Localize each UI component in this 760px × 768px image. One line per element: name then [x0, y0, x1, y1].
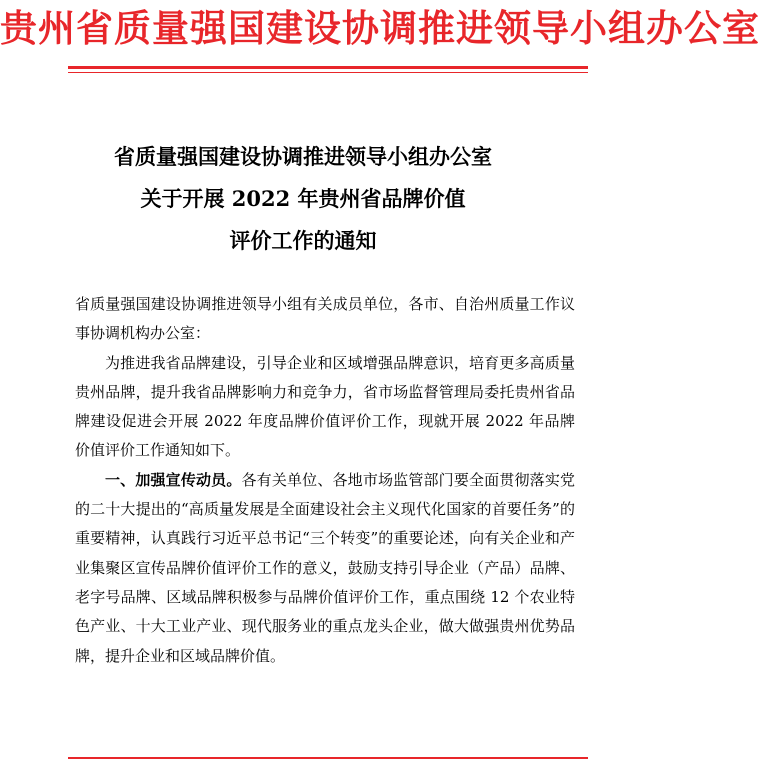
notice-title-line-1: 省质量强国建设协调推进领导小组办公室 [114, 144, 492, 169]
masthead-rule-thin [68, 72, 588, 73]
notice-title-line-3: 评价工作的通知 [229, 228, 377, 253]
section-1-heading: 一、加强宣传动员。 [105, 470, 242, 489]
notice-body [75, 290, 575, 671]
footer-rule [68, 757, 588, 759]
section-1-text: 各有关单位、各地市场监管部门要全面贯彻落实党的二十大提出的“高质量发展是全面建设社会主义现代化国家的首要任务”的重要精神，认真践行习近平总书记“三个转变”的重要论述，向有关企业和产业集聚区宣传品牌价值评价工作的意义，鼓励支持引导企业（产品）品牌、老字号品牌、区域品牌积极参与品牌价值评价工作，重点围绕 12 个农业特色产业、十大工业产业、现代服务业的重点龙头企业，做大做强贵州优势品牌，提升企业和区域品牌价值。 [75, 470, 575, 665]
notice-title-line-2: 关于开展 2022 年贵州省品牌价值 [140, 186, 466, 211]
intro-paragraph: 为推进我省品牌建设，引导企业和区域增强品牌意识，培育更多高质量贵州品牌，提升我省品牌影响力和竞争力，省市场监督管理局委托贵州省品牌建设促进会开展 2022 年度品牌价值评价工作，现就开展 2022 年品牌价值评价工作通知如下。 [75, 353, 575, 460]
masthead-org-name: 贵州省质量强国建设协调推进领导小组办公室 [0, 6, 760, 50]
recipients-paragraph: 省质量强国建设协调推进领导小组有关成员单位，各市、自治州质量工作议事协调机构办公室： [75, 295, 575, 343]
section-1-paragraph [75, 466, 575, 671]
masthead-rule-thick [68, 66, 588, 69]
